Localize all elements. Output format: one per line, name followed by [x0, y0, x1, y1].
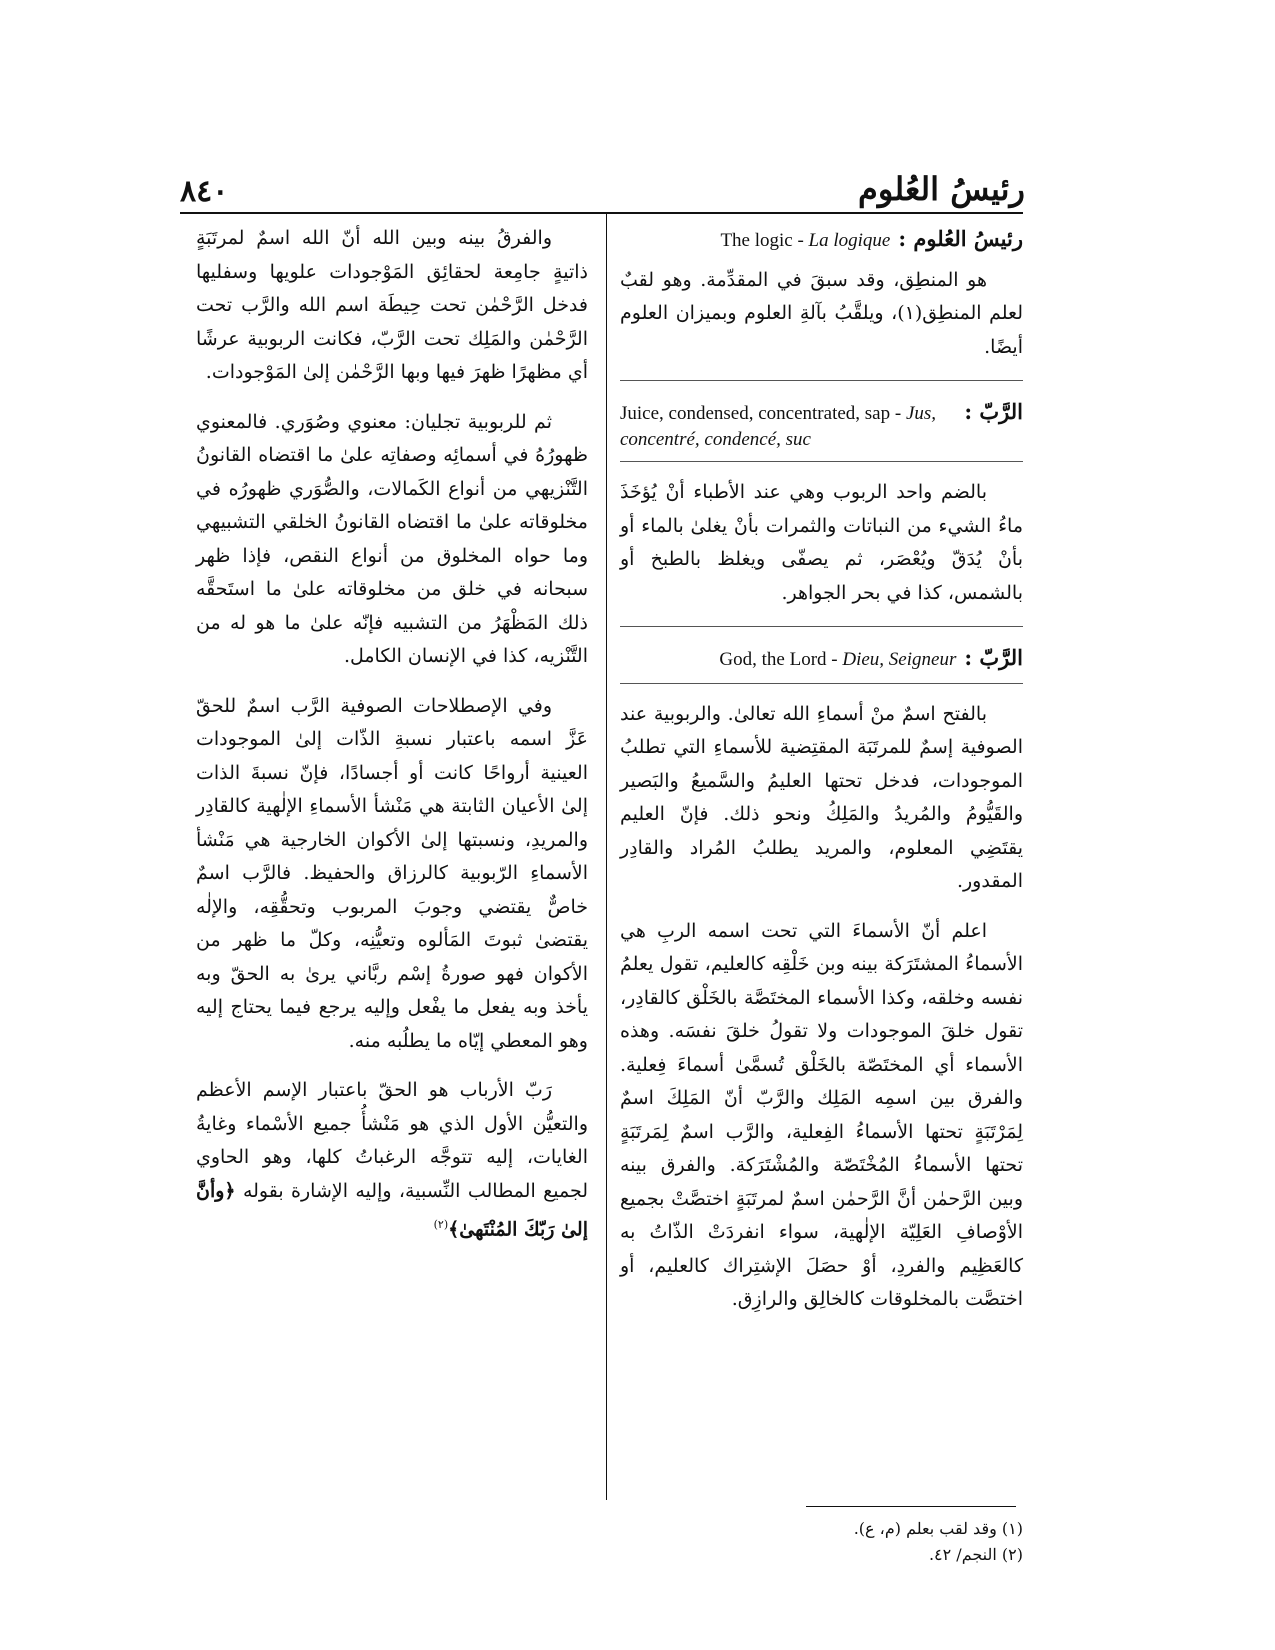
- entry-divider: [620, 683, 1023, 684]
- left-column: [196, 222, 588, 1263]
- entry-definition: [620, 401, 956, 453]
- entry-term: الرَّبّ :: [964, 645, 1023, 670]
- running-title: رئيسُ العُلوم: [858, 170, 1025, 208]
- paragraph-text: رَبّ الأرباب هو الحقّ باعتبار الإسم الأعظم والتعيُّن الأول الذي هو مَنْشأُ جميع الأسْماء وغايةُ الغايات، إليه تتوجَّه الرغباتُ كلها، وهو الحاوي لجميع المطالب النِّسبية، وإليه الإشارة بقوله: [196, 1079, 588, 1202]
- footnote: (٢) النجم/ ٤٢.: [928, 1545, 1023, 1564]
- entry-divider: [620, 380, 1023, 381]
- paragraph: هو المنطِق، وقد سبقَ في المقدِّمة. وهو لقبٌ لعلم المنطِق(١)، ويلقَّبُ بآلةِ العلوم وبميزان العلوم أيضًا.: [620, 268, 1023, 358]
- entry-divider: [620, 626, 1023, 627]
- entry-term: الرَّبّ :: [964, 399, 1023, 424]
- column-divider: [606, 214, 607, 1500]
- header-rule: [180, 212, 1023, 214]
- entry-divider: [620, 461, 1023, 462]
- footnotes: [854, 1516, 1023, 1568]
- quran-quote: ﴿وأنَّ إلىٰ رَبّكَ المُنْتَهىٰ﴾: [196, 1179, 588, 1241]
- entry-rubb-juice: [620, 395, 1023, 453]
- entry-rabb-lord: [620, 641, 1023, 675]
- paragraph: اعلم أنّ الأسماءَ التي تحت اسمه الربِ هي الأسماءُ المشتَرَكة بينه وبن خَلْقِه كالعليم، تقول يعلمُ نفسه وخلقه، وكذا الأسماء المختَصَّة بالخَلْق كالقادِر، تقول خلقَ الموجودات ولا تقولُ خلقَ نفسَه. وهذه الأسماء أي المختَصّة بالخَلْق تُسمَّىٰ أسماءَ فِعلية. والفرق بين اسمِه المَلِك والرَّبّ أنّ المَلِكَ اسمٌ لِمَرْتَبَةٍ تحتها الأسماءُ الفِعلية، والرَّب اسمٌ لِمَرتَبَةٍ تحتها الأسماءُ المُخْتَصّة والمُشْتَرَكة. والفرق بينه وبين الرَّحمٰن أنَّ الرَّحمٰن اسمٌ لمرتَبَةٍ اختصَّتْ بجميع الأوْصافِ العَلِيّة الإلٰهية، سواء انفردَتْ الذّاتُ به كالعَظِيم والفردِ، أوْ حصَلَ الإشتِراك كالعليم، أو اختصَّت بالمخلوقات كالخالِق والرازِق.: [620, 919, 1023, 1310]
- footnote-ref: (٢): [433, 1218, 449, 1231]
- definition-fr: Dieu, Seigneur: [842, 649, 957, 670]
- footnote: (١) وقد لقب بعلم (م، ع).: [853, 1519, 1023, 1538]
- paragraph: وفي الإصطلاحات الصوفية الرَّب اسمٌ للحقّ عَزَّ اسمه باعتبار نسبةِ الذّات إلىٰ الموجودات العينية أرواحًا كانت أو أجسادًا، فإنّ نسبةَ الذات إلىٰ الأعيان الثابتة هي مَنْشأ الأسماءِ الإلٰهية كالقادِر والمريدِ، ونسبتها إلىٰ الأكوان الخارجية هي مَنْشأ الأسماءِ الرّبوبية كالرزاق والحفيظ. فالرَّب اسمٌ خاصٌّ يقتضي وجوبَ المربوب وتحقُّقِه، والإلٰه يقتضىٰ ثبوتَ المَألوه وتعيُّنِه، وكلّ ما ظهر من الأكوان فهو صورةُ إسْم ربَّاني يرىٰ به الحقّ وبه يأخذ وبه يفعل ما يفْعل وإليه يرجع فيما يحتاج إليه وهو المعطي إيّاه ما يطلُبه منه.: [196, 694, 588, 1052]
- footnote-rule: [806, 1506, 1016, 1507]
- paragraph: والفرقُ بينه وبين الله أنّ الله اسمٌ لمرتَبَةٍ ذاتيةٍ جامِعة لحقائِق المَوْجودات علويها وسفليها فدخل الرَّحْمٰن تحت حِيطَة اسم الله والرَّب تحت الرَّحْمٰن والمَلِك تحت الرَّبّ، فكانت الربوبية عرشًا أي مظهرًا ظهرَ فيها وبها الرَّحْمٰن إلىٰ المَوْجودات.: [196, 227, 588, 383]
- page-number: ٨٤٠: [180, 174, 229, 209]
- entry-definition: [720, 228, 890, 254]
- definition-en: Juice, condensed, concentrated, sap -: [620, 403, 906, 424]
- definition-fr: La logique: [808, 230, 891, 251]
- definition-en: The logic -: [720, 230, 809, 251]
- definition-fr: Jus, concentré, condencé, suc: [620, 403, 937, 450]
- paragraph: بالضم واحد الربوب وهي عند الأطباء أنْ يُؤخَذَ ماءُ الشيء من النباتات والثمرات بأنْ يغلىٰ بالماء أو بأنْ يُدَقّ ويُعْصَر، ثم يصفّى ويغلظ بالطبخ أو بالشمس، كذا في بحر الجواهر.: [620, 481, 1023, 604]
- paragraph: بالفتح اسمٌ منْ أسماءِ الله تعالىٰ. والربوبية عند الصوفية إسمٌ للمرتَبَة المقتِضية للأسماءِ التي تطلبُ الموجودات، فدخل تحتها العليمُ والسَّميعُ والبَصير والقَيُّومُ والمُريدُ والمَلِكُ ونحو ذلك. فإنّ العليم يقتَضِي المعلوم، والمريد يطلبُ المُراد والقادِر المقدور.: [620, 702, 1023, 892]
- paragraph: [196, 1074, 588, 1247]
- entry-definition: [719, 647, 956, 673]
- paragraph: ثم للربوبية تجليان: معنوي وصُوَري. فالمعنوي ظهورُهُ في أسمائِه وصفاتِه علىٰ ما اقتضاه القانونُ التَّنْزيهي من أنواع الكَمالات، والصُّوَري ظهورُه في مخلوقاته علىٰ ما اقتضاه القانونُ الخلقي التشبيهي وما حواه المخلوق من أنواع النقص، فإذا ظهر سبحانه في خلق من مخلوقاته علىٰ ما استَحقَّه ذلك المَظْهَرُ من التشبيه فإنّه علىٰ ما هو له من التَّنْزيه، كذا في الإنسان الكامل.: [196, 410, 588, 667]
- entry-logic: [620, 222, 1023, 256]
- entry-term: رئيسُ العُلوم :: [898, 226, 1023, 251]
- right-column: [620, 222, 1023, 1333]
- definition-en: God, the Lord -: [719, 649, 843, 670]
